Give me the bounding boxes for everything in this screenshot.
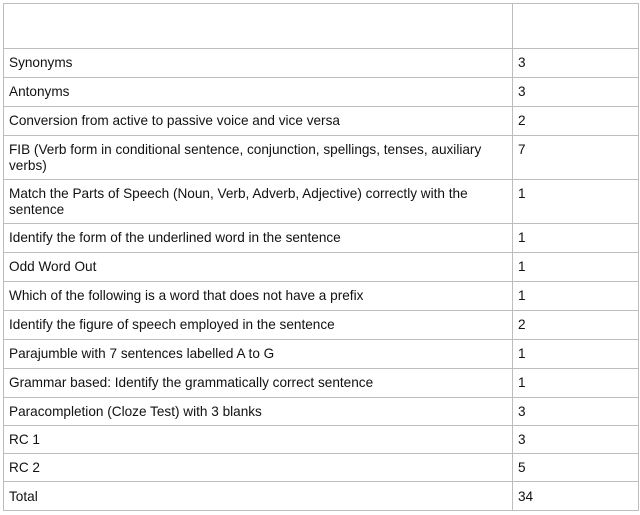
header-count-cell: [513, 4, 639, 49]
topic-cell: Antonyms: [4, 78, 513, 107]
table-row: [4, 454, 639, 482]
table-row: [4, 107, 639, 136]
table-row: [4, 49, 639, 78]
topic-cell: Synonyms: [4, 49, 513, 78]
count-cell: 2: [513, 311, 639, 340]
table-row: [4, 369, 639, 398]
total-label-cell: Total: [4, 482, 513, 511]
count-cell: 1: [513, 180, 639, 224]
count-cell: 3: [513, 398, 639, 426]
count-cell: 1: [513, 282, 639, 311]
count-cell: 3: [513, 49, 639, 78]
total-count-cell: 34: [513, 482, 639, 511]
total-row: [4, 482, 639, 511]
table-row: [4, 340, 639, 369]
count-cell: 7: [513, 136, 639, 180]
table-row: [4, 282, 639, 311]
table-row: [4, 253, 639, 282]
count-cell: 3: [513, 426, 639, 454]
count-cell: 5: [513, 454, 639, 482]
topic-cell: Identify the form of the underlined word in the sentence: [4, 224, 513, 253]
count-cell: 1: [513, 340, 639, 369]
topic-cell: Odd Word Out: [4, 253, 513, 282]
table-row: [4, 398, 639, 426]
table-row: [4, 224, 639, 253]
topic-cell: Identify the figure of speech employed in the sentence: [4, 311, 513, 340]
table-header-row: [4, 4, 639, 49]
header-topic-cell: [4, 4, 513, 49]
table-row: [4, 311, 639, 340]
count-cell: 2: [513, 107, 639, 136]
topic-cell: Match the Parts of Speech (Noun, Verb, Adverb, Adjective) correctly with the sentence: [4, 180, 513, 224]
topic-cell: Grammar based: Identify the grammatically correct sentence: [4, 369, 513, 398]
topic-cell: RC 2: [4, 454, 513, 482]
table-row: [4, 180, 639, 224]
topic-cell: Paracompletion (Cloze Test) with 3 blanks: [4, 398, 513, 426]
question-distribution-table: [3, 3, 639, 511]
table-row: [4, 78, 639, 107]
table-row: [4, 426, 639, 454]
topic-cell: RC 1: [4, 426, 513, 454]
count-cell: 3: [513, 78, 639, 107]
topic-cell: Parajumble with 7 sentences labelled A to G: [4, 340, 513, 369]
count-cell: 1: [513, 253, 639, 282]
topic-cell: FIB (Verb form in conditional sentence, conjunction, spellings, tenses, auxiliary verbs): [4, 136, 513, 180]
topic-cell: Which of the following is a word that does not have a prefix: [4, 282, 513, 311]
count-cell: 1: [513, 224, 639, 253]
count-cell: 1: [513, 369, 639, 398]
topic-cell: Conversion from active to passive voice and vice versa: [4, 107, 513, 136]
table-row: [4, 136, 639, 180]
